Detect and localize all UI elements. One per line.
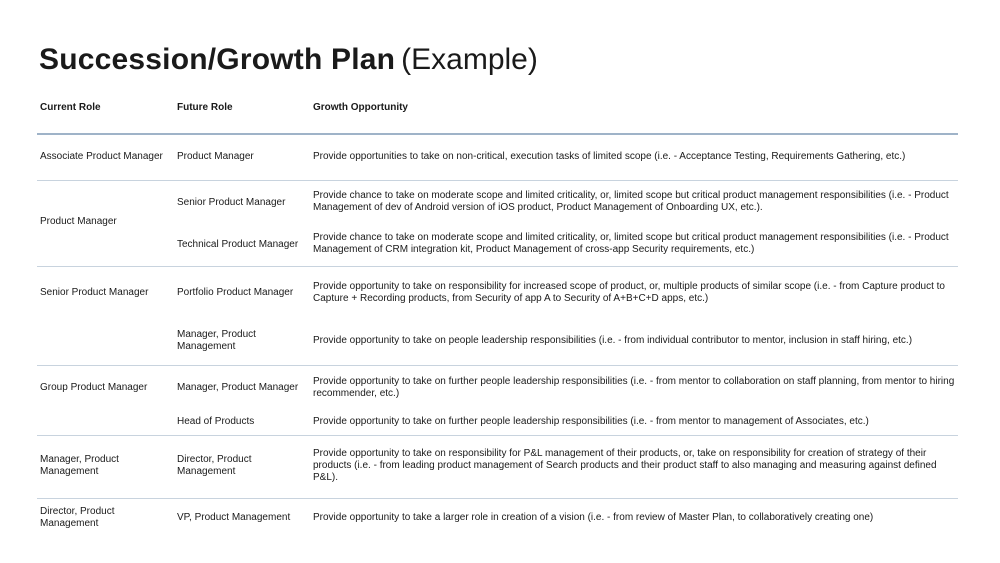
- current-role-cell: Manager, Product Management: [40, 454, 119, 477]
- table-group: [37, 499, 958, 539]
- table-row: [37, 319, 958, 365]
- table-row: [37, 181, 958, 223]
- future-role-cell: Technical Product Manager: [177, 239, 299, 250]
- table-header: [37, 94, 958, 135]
- future-role-cell: Manager, Product Manager: [177, 382, 299, 393]
- title-subtitle: (Example): [401, 43, 538, 76]
- future-role-cell: Director, Product Management: [177, 454, 252, 477]
- current-role-cell: Group Product Manager: [40, 382, 148, 393]
- future-role-cell: Senior Product Manager: [177, 197, 286, 208]
- opportunity-cell: Provide chance to take on moderate scope and limited criticality, or, limited scope but critical product management responsibilities (i.e. - Product Management of CRM integration kit, Product Management of cross-app Security requirements, etc.): [313, 232, 949, 255]
- opportunity-cell: Provide opportunity to take a larger role in creation of a vision (i.e. - from review of Master Plan, to collaboratively creating one): [313, 512, 874, 523]
- future-role-cell: Portfolio Product Manager: [177, 287, 294, 298]
- table-row: [37, 135, 958, 180]
- opportunity-cell: Provide opportunity to take on responsibility for increased scope of product, or, multiple products of similar scope (i.e. - from Capture product to Capture + Recording products, from Security of app A to Security of A+B+C+D apps, etc.): [313, 281, 945, 304]
- header-future-role: Future Role: [177, 102, 233, 113]
- table-group: [37, 436, 958, 499]
- opportunity-cell: Provide chance to take on moderate scope and limited criticality, or, limited scope but critical product management responsibilities (i.e. - Product Management of dev of Android version of iOS product, Product Management of Onboarding UX, etc.).: [313, 190, 949, 213]
- future-role-cell: Manager, Product Management: [177, 329, 256, 352]
- future-role-cell: Product Manager: [177, 151, 254, 162]
- table-group: [37, 181, 958, 267]
- table-group: [37, 135, 958, 181]
- future-role-cell: Head of Products: [177, 416, 255, 427]
- opportunity-cell: Provide opportunity to take on people leadership responsibilities (i.e. - from individual contributor to mentor, inclusion in staff hiring, etc.): [313, 335, 913, 346]
- header-growth-opportunity: Growth Opportunity: [313, 102, 408, 113]
- opportunity-cell: Provide opportunities to take on non-critical, execution tasks of limited scope (i.e. - Acceptance Testing, Requirements Gathering, etc.): [313, 151, 906, 162]
- opportunity-cell: Provide opportunity to take on further people leadership responsibilities (i.e. - from mentor to collaboration on staff planning, from mentor to hiring recommender, etc.): [313, 376, 955, 399]
- table-row: [37, 410, 958, 435]
- table-row: [37, 223, 958, 266]
- table-group: [37, 366, 958, 436]
- table-row: [37, 267, 958, 319]
- succession-table: [37, 94, 958, 539]
- opportunity-cell: Provide opportunity to take on further people leadership responsibilities (i.e. - from mentor to management of Associates, etc.): [313, 416, 869, 427]
- future-role-cell: VP, Product Management: [177, 512, 291, 523]
- current-role-cell: Product Manager: [40, 216, 117, 227]
- title-main: Succession/Growth Plan: [39, 43, 396, 76]
- current-role-cell: Senior Product Manager: [40, 287, 149, 298]
- table-row: [37, 366, 958, 410]
- table-group: [37, 267, 958, 366]
- current-role-cell: Associate Product Manager: [40, 151, 163, 162]
- table-row: [37, 436, 958, 498]
- header-current-role: Current Role: [40, 102, 101, 113]
- table-row: [37, 499, 958, 539]
- page-title: [39, 38, 538, 82]
- opportunity-cell: Provide opportunity to take on responsibility for P&L management of their products, or, take on responsibility for creation of strategy of their products (i.e. - from leading product management of Search products and their product staff to also managing and measuring against defined P&L).: [313, 448, 937, 483]
- current-role-cell: Director, Product Management: [40, 506, 115, 529]
